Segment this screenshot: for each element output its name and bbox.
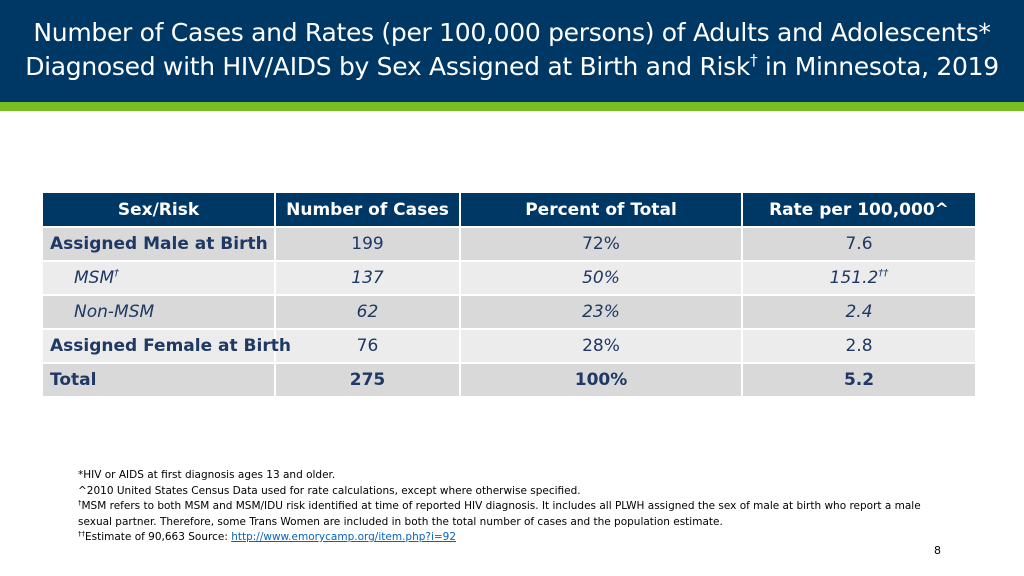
percent-cell: 50% [460, 261, 742, 295]
cases-cell: 199 [275, 227, 460, 261]
title-line-1: Number of Cases and Rates (per 100,000 persons) of Adults and Adolescents* [33, 18, 991, 47]
table-row [42, 295, 976, 329]
row-label: Assigned Male at Birth [42, 227, 275, 261]
percent-cell: 28% [460, 329, 742, 363]
percent-cell: 100% [460, 363, 742, 397]
title-line-2 [0, 50, 1024, 84]
cases-cell: 62 [275, 295, 460, 329]
footnote-age: *HIV or AIDS at first diagnosis ages 13 and older. [78, 469, 336, 481]
row-label [42, 261, 275, 295]
footnote-estimate-text: Estimate of 90,663 Source: [85, 531, 232, 543]
table-row-total [42, 363, 976, 397]
percent-cell: 72% [460, 227, 742, 261]
row-label: Non-MSM [42, 295, 275, 329]
cases-cell: 137 [275, 261, 460, 295]
source-link[interactable]: http://www.emorycamp.org/item.php?i=92 [231, 531, 457, 543]
rate-cell: 2.8 [742, 329, 976, 363]
table-row [42, 329, 976, 363]
cases-cell: 275 [275, 363, 460, 397]
row-label-text: MSM [74, 268, 115, 288]
header-rate: Rate per 100,000^ [742, 192, 976, 227]
rate-value: 151.2 [829, 268, 879, 288]
footnote-msm-continued: sexual partner. Therefore, some Trans Women are included in both the total number of cases and the population estimate. [78, 515, 723, 528]
table-header-row [42, 192, 976, 227]
footnote-census: ^2010 United States Census Data used for rate calculations, except where otherwise specified. [78, 484, 581, 497]
accent-stripe [0, 102, 1024, 111]
row-label: Total [42, 363, 275, 397]
percent-cell: 23% [460, 295, 742, 329]
dagger-mark: † [114, 268, 120, 279]
footnotes [78, 468, 958, 546]
rate-cell [742, 261, 976, 295]
dagger-mark: † [78, 499, 82, 507]
double-dagger-mark: †† [878, 268, 889, 279]
rate-cell: 2.4 [742, 295, 976, 329]
double-dagger-mark: †† [78, 530, 85, 538]
header-number-of-cases: Number of Cases [275, 192, 460, 227]
slide-title [0, 16, 1024, 84]
dagger-mark: † [750, 51, 758, 69]
table-row [42, 261, 976, 295]
cases-cell: 76 [275, 329, 460, 363]
header-percent-of-total: Percent of Total [460, 192, 742, 227]
footnote-estimate [78, 530, 958, 546]
page-number: 8 [934, 544, 941, 557]
rate-cell: 7.6 [742, 227, 976, 261]
row-label: Assigned Female at Birth [42, 329, 275, 363]
footnote-msm-text: MSM refers to both MSM and MSM/IDU risk identified at time of reported HIV diagnosis. It includes all PLWH assigned the sex of male at birth who report a male [81, 500, 921, 512]
title-line-2-suffix: in Minnesota, 2019 [757, 52, 999, 81]
hiv-cases-table [41, 191, 977, 398]
rate-cell: 5.2 [742, 363, 976, 397]
table-row [42, 227, 976, 261]
header-sex-risk: Sex/Risk [42, 192, 275, 227]
footnote-msm [78, 499, 958, 515]
title-line-2-text: Diagnosed with HIV/AIDS by Sex Assigned at Birth and Risk [25, 52, 751, 81]
